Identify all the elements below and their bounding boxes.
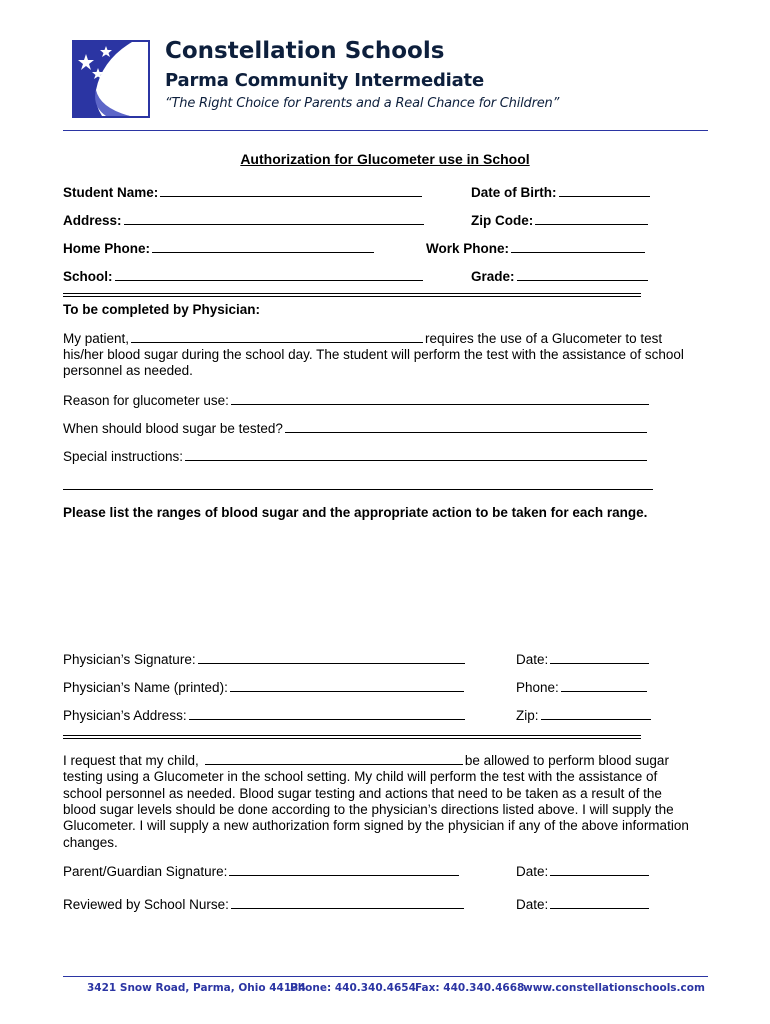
physician-date-label: Date: — [516, 652, 549, 667]
physician-date-blank[interactable] — [550, 651, 649, 664]
patient-name-blank[interactable] — [131, 330, 423, 343]
guardian-signature-label: Parent/Guardian Signature: — [63, 864, 228, 879]
physician-zip-blank[interactable] — [541, 707, 651, 720]
work-phone-label: Work Phone: — [426, 241, 510, 256]
physician-address-blank[interactable] — [189, 707, 465, 720]
school-name: Parma Community Intermediate — [165, 70, 484, 91]
section-divider-2 — [63, 735, 641, 739]
footer-website[interactable]: www.constellationschools.com — [523, 982, 705, 994]
section-divider — [63, 293, 641, 297]
zip-code-blank[interactable] — [535, 212, 648, 225]
physician-para-line3: personnel as needed. — [63, 363, 193, 378]
ranges-entry-area[interactable] — [63, 525, 653, 645]
physician-address-field[interactable] — [63, 707, 465, 723]
my-patient-line[interactable] — [63, 330, 662, 346]
physician-zip-label: Zip: — [516, 708, 539, 723]
physician-phone-label: Phone: — [516, 680, 559, 695]
tagline: “The Right Choice for Parents and a Real Chance for Children” — [165, 96, 560, 111]
request-end: be allowed to perform blood sugar — [464, 753, 669, 768]
student-name-blank[interactable] — [160, 184, 422, 197]
guardian-date-label: Date: — [516, 864, 549, 879]
grade-label: Grade: — [471, 269, 515, 284]
requires-text: requires the use of a Glucometer to test — [425, 331, 663, 346]
dob-field[interactable] — [471, 184, 650, 200]
special-instructions-field[interactable] — [63, 448, 647, 464]
physician-zip-field[interactable] — [516, 707, 651, 723]
footer-fax: Fax: 440.340.4668 — [415, 982, 525, 994]
special-instructions-label: Special instructions: — [63, 449, 184, 464]
nurse-review-blank[interactable] — [231, 896, 464, 909]
reason-blank[interactable] — [231, 392, 649, 405]
ranges-instruction: Please list the ranges of blood sugar and the appropriate action to be taken for each range. — [63, 505, 648, 520]
home-phone-label: Home Phone: — [63, 241, 151, 256]
guardian-signature-blank[interactable] — [229, 863, 459, 876]
footer-divider — [63, 976, 708, 977]
parent-para-line6: changes. — [63, 835, 118, 850]
physician-signature-blank[interactable] — [198, 651, 465, 664]
work-phone-blank[interactable] — [511, 240, 645, 253]
nurse-date-label: Date: — [516, 897, 549, 912]
zip-code-field[interactable] — [471, 212, 648, 228]
physician-date-field[interactable] — [516, 651, 649, 667]
guardian-signature-field[interactable] — [63, 863, 459, 879]
dob-blank[interactable] — [559, 184, 650, 197]
school-logo — [72, 40, 150, 118]
physician-phone-blank[interactable] — [561, 679, 647, 692]
physician-heading: To be completed by Physician: — [63, 302, 261, 317]
footer-phone: Phone: 440.340.4654 — [290, 982, 416, 994]
physician-name-label: Physician’s Name (printed): — [63, 680, 228, 695]
student-name-field[interactable] — [63, 184, 422, 200]
my-patient-label: My patient, — [63, 331, 130, 346]
footer-address: 3421 Snow Road, Parma, Ohio 44134 — [87, 982, 306, 994]
when-tested-field[interactable] — [63, 420, 647, 436]
form-title: Authorization for Glucometer use in School — [240, 151, 530, 167]
physician-signature-label: Physician’s Signature: — [63, 652, 196, 667]
org-name: Constellation Schools — [165, 38, 445, 64]
work-phone-field[interactable] — [426, 240, 645, 256]
address-field[interactable] — [63, 212, 424, 228]
reason-field[interactable] — [63, 392, 649, 408]
special-instructions-blank-2[interactable] — [63, 489, 653, 490]
nurse-review-label: Reviewed by School Nurse: — [63, 897, 229, 912]
physician-address-label: Physician’s Address: — [63, 708, 187, 723]
guardian-date-blank[interactable] — [550, 863, 649, 876]
dob-label: Date of Birth: — [471, 185, 557, 200]
home-phone-blank[interactable] — [152, 240, 374, 253]
address-label: Address: — [63, 213, 122, 228]
when-tested-blank[interactable] — [285, 420, 647, 433]
parent-para-line2: testing using a Glucometer in the school setting. My child will perform the test with the assistance of — [63, 769, 658, 784]
nurse-date-field[interactable] — [516, 896, 649, 912]
grade-field[interactable] — [471, 268, 648, 284]
header-divider — [63, 130, 708, 131]
reason-label: Reason for glucometer use: — [63, 393, 229, 408]
physician-para-line2: his/her blood sugar during the school day. The student will perform the test with the assistance of school — [63, 347, 684, 362]
nurse-review-field[interactable] — [63, 896, 464, 912]
student-name-label: Student Name: — [63, 185, 159, 200]
special-instructions-blank[interactable] — [185, 448, 647, 461]
request-start: I request that my child, — [63, 753, 199, 768]
guardian-date-field[interactable] — [516, 863, 649, 879]
home-phone-field[interactable] — [63, 240, 374, 256]
school-field[interactable] — [63, 268, 423, 284]
zip-code-label: Zip Code: — [471, 213, 534, 228]
parent-para-line4: blood sugar levels should be done according to the physician’s directions listed above. I will supply the — [63, 802, 674, 817]
physician-phone-field[interactable] — [516, 679, 647, 695]
when-tested-label: When should blood sugar be tested? — [63, 421, 283, 436]
nurse-date-blank[interactable] — [550, 896, 649, 909]
address-blank[interactable] — [124, 212, 424, 225]
physician-name-blank[interactable] — [230, 679, 464, 692]
physician-signature-field[interactable] — [63, 651, 465, 667]
school-blank[interactable] — [115, 268, 423, 281]
physician-name-field[interactable] — [63, 679, 464, 695]
parent-para-line3: school personnel as needed. Blood sugar testing and actions that need to be taken as a result of the — [63, 786, 662, 801]
grade-blank[interactable] — [517, 268, 648, 281]
parent-para-line5: Glucometer. I will supply a new authorization form signed by the physician if any of the above information — [63, 818, 689, 833]
parent-request-line[interactable] — [63, 752, 669, 768]
school-label: School: — [63, 269, 113, 284]
child-name-blank[interactable] — [205, 752, 463, 765]
